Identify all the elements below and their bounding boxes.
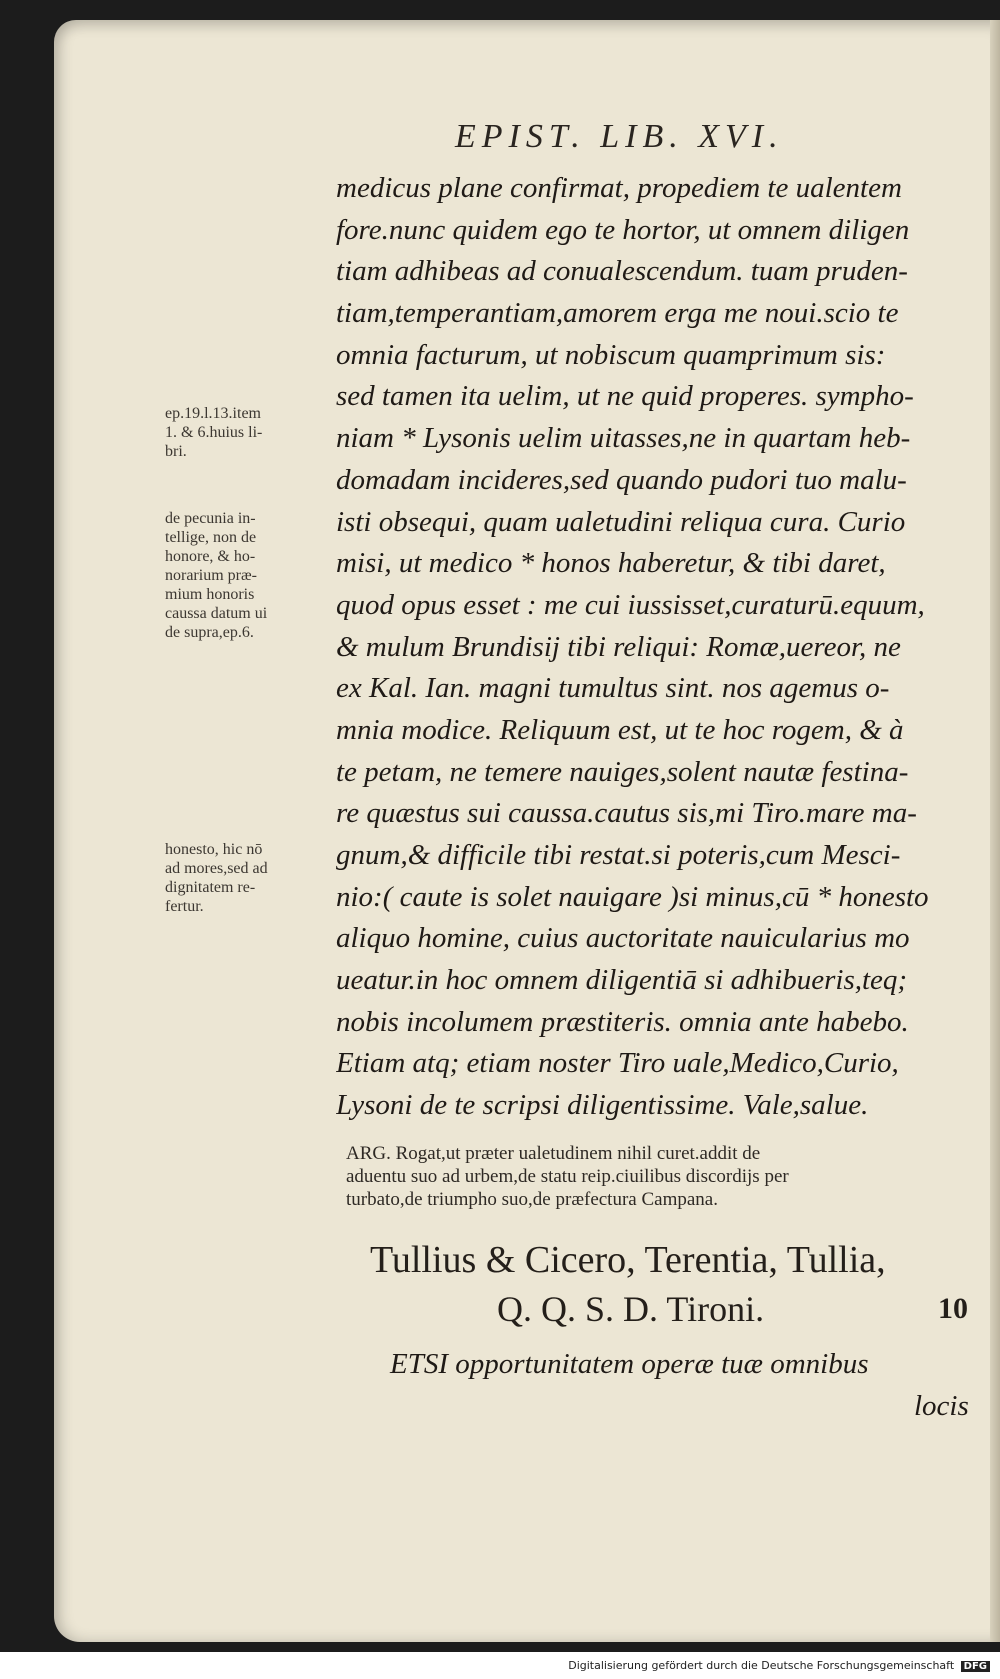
- page-edge: [990, 20, 1000, 1642]
- dfg-logo: DFG: [961, 1661, 990, 1672]
- body-line: ueatur.in hoc omnem diligentiā si adhibueris,teq;: [336, 964, 908, 997]
- body-line: Etiam atq; etiam noster Tiro uale,Medico,Curio,: [336, 1047, 899, 1080]
- margin-note-line: honesto, hic nō: [165, 841, 263, 858]
- body-line: isti obsequi, quam ualetudini reliqua cura. Curio: [336, 505, 906, 538]
- body-line: niam * Lysonis uelim uitasses,ne in quartam heb-: [336, 422, 911, 455]
- body-line: quod opus esset : me cui iussisset,curaturū.equum,: [336, 588, 925, 621]
- body-line: fore.nunc quidem ego te hortor, ut omnem diligen: [336, 213, 910, 246]
- body-line: omnia facturum, ut nobiscum quamprimum sis:: [336, 338, 886, 371]
- salutation-line-1: Tullius & Cicero, Terentia, Tullia,: [370, 1239, 886, 1281]
- body-line: domadam incideres,sed quando pudori tuo malu-: [336, 463, 907, 496]
- argument-summary: [346, 1142, 976, 1211]
- body-line: nobis incolumem præstiteris. omnia ante habebo.: [336, 1005, 909, 1038]
- body-line: Lysoni de te scripsi diligentissime. Vale,salue.: [336, 1089, 869, 1122]
- margin-note-line: dignitatem re-: [165, 879, 256, 896]
- margin-note-line: 1. & 6.huius li-: [165, 424, 263, 441]
- margin-note-line: bri.: [165, 443, 187, 460]
- margin-note-line: ep.19.l.13.item: [165, 405, 261, 422]
- margin-note-line: norarium præ-: [165, 567, 257, 584]
- argument-line: turbato,de triumpho suo,de præfectura Campana.: [346, 1189, 718, 1210]
- margin-note-line: honore, & ho-: [165, 548, 256, 565]
- body-line: ex Kal. Ian. magni tumultus sint. nos agemus o-: [336, 672, 890, 705]
- salutation-line-2: Q. Q. S. D. Tironi.: [497, 1289, 765, 1329]
- body-line: misi, ut medico * honos haberetur, & tibi daret,: [336, 547, 886, 580]
- catchword: locis: [914, 1390, 969, 1422]
- body-line: gnum,& difficile tibi restat.si poteris,cum Mesci-: [336, 839, 901, 871]
- margin-note-2: [165, 509, 340, 642]
- letter-number: 10: [938, 1292, 968, 1325]
- body-line: medicus plane confirmat, propediem te ualentem: [336, 172, 902, 204]
- body-line: tiam adhibeas ad conualescendum. tuam pruden-: [336, 255, 908, 288]
- argument-line: ARG. Rogat,ut præter ualetudinem nihil curet.addit de: [346, 1143, 761, 1164]
- footer-credit: [568, 1659, 990, 1672]
- margin-note-line: ad mores,sed ad: [165, 860, 268, 877]
- margin-note-3: [165, 840, 340, 916]
- margin-note-1: [165, 404, 340, 461]
- body-line: re quæstus sui caussa.cautus sis,mi Tiro.mare ma-: [336, 797, 917, 830]
- margin-note-line: caussa datum ui: [165, 605, 268, 622]
- margin-note-line: de pecunia in-: [165, 510, 256, 527]
- margin-note-line: fertur.: [165, 898, 204, 915]
- running-head: EPIST. LIB. XVI.: [455, 118, 784, 155]
- body-line: nio:( caute is solet nauigare )si minus,cū * honesto: [336, 880, 929, 913]
- letter-body: [336, 168, 976, 1127]
- body-line: sed tamen ita uelim, ut ne quid properes. sympho-: [336, 380, 914, 413]
- body-line: tiam,temperantiam,amorem erga me noui.scio te: [336, 297, 899, 330]
- incipit: ETSI opportunitatem operæ tuæ omnibus: [390, 1348, 869, 1380]
- body-line: aliquo homine, cuius auctoritate nauicularius mo: [336, 922, 910, 955]
- body-line: te petam, ne temere nauiges,solent nautæ festina-: [336, 755, 909, 788]
- body-line: mnia modice. Reliquum est, ut te hoc rogem, & à: [336, 713, 904, 746]
- argument-line: aduentu suo ad urbem,de statu reip.ciuilibus discordijs per: [346, 1166, 789, 1187]
- margin-note-line: mium honoris: [165, 586, 255, 603]
- margin-note-line: de supra,ep.6.: [165, 624, 254, 641]
- body-line: & mulum Brundisij tibi reliqui: Romæ,uereor, ne: [336, 630, 901, 663]
- margin-note-line: tellige, non de: [165, 529, 257, 546]
- footer-credit-text: Digitalisierung gefördert durch die Deutsche Forschungsgemeinschaft: [568, 1659, 955, 1672]
